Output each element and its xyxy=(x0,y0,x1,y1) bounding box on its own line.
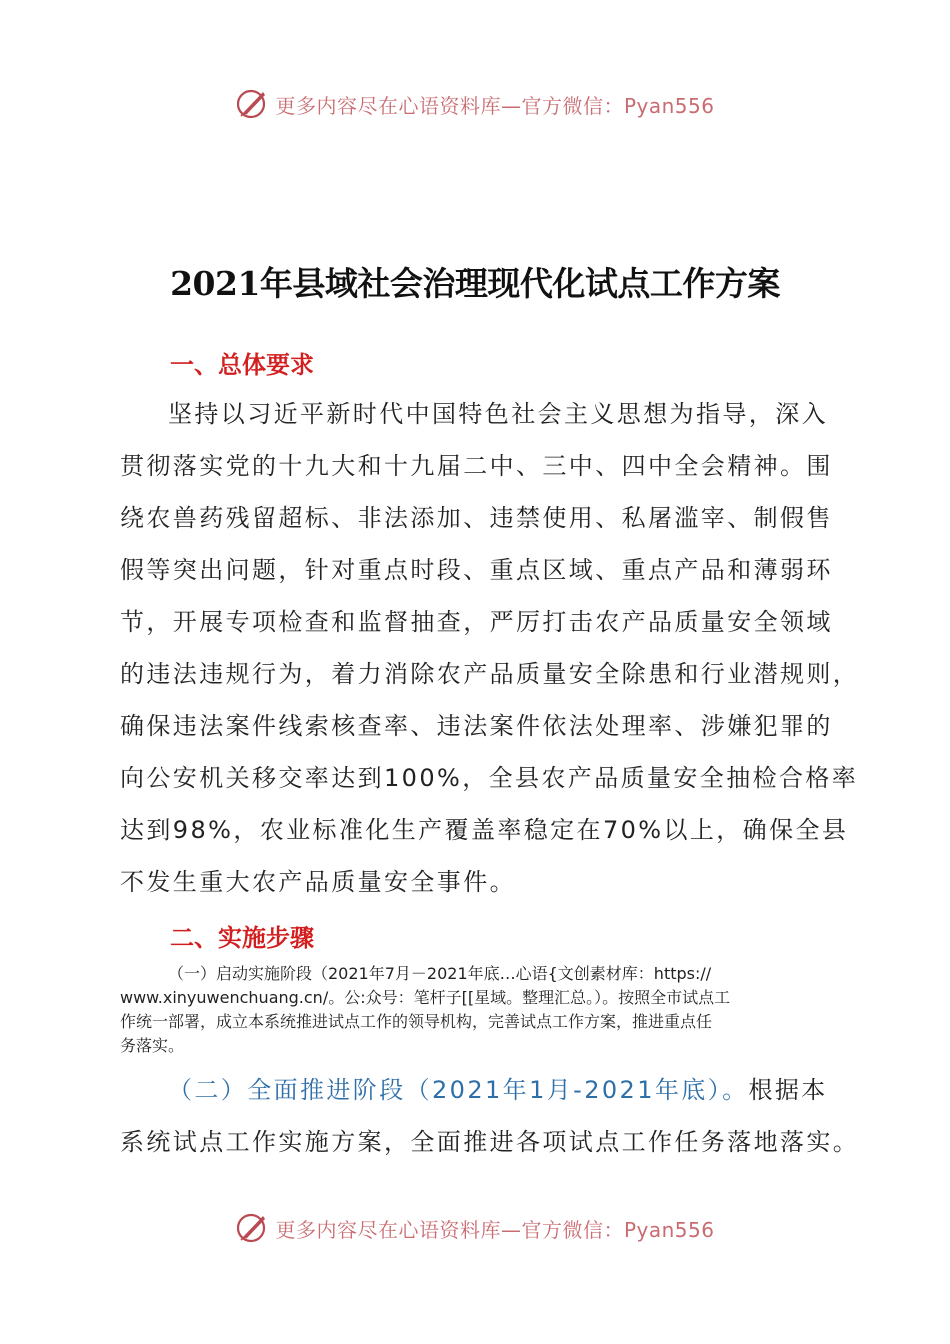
paragraph-line: 作统一部署，成立本系统推进试点工作的领导机构，完善试点工作方案，推进重点任 xyxy=(120,1012,713,1031)
watermark-banner-bottom xyxy=(0,1206,950,1250)
paragraph-line xyxy=(120,1064,840,1116)
step-two-heading: （二）全面推进阶段（2021年1月-2021年底）。 xyxy=(168,1076,749,1104)
paragraph-line: 坚持以习近平新时代中国特色社会主义思想为指导，深入 xyxy=(168,400,828,428)
section-heading-implementation-steps: 二、实施步骤 xyxy=(170,924,314,952)
document-title: 2021年县域社会治理现代化试点工作方案 xyxy=(170,264,780,303)
paragraph-line: 确保违法案件线索核查率、违法案件依法处理率、涉嫌犯罪的 xyxy=(120,712,833,740)
step-two-text: 根据本 xyxy=(748,1076,828,1104)
paragraph-line: 的违法违规行为，着力消除农产品质量安全除患和行业潜规则， xyxy=(120,660,860,688)
paragraph-line: 达到98%，农业标准化生产覆盖率稳定在70%以上，确保全县 xyxy=(120,816,849,844)
paragraph-line: 向公安机关移交率达到100%，全县农产品质量安全抽检合格率 xyxy=(120,764,859,792)
quill-logo-icon xyxy=(235,1210,271,1246)
paragraph-line: （一）启动实施阶段（2021年7月－2021年底…心语{文创素材库：https:// xyxy=(168,964,712,983)
paragraph-step-two xyxy=(120,1064,860,1168)
paragraph-line: www.xinyuwenchuang.cn/。公:众号：笔杆子[[星域。整理汇总。）。按照全市试点工 xyxy=(120,988,731,1007)
paragraph-general-requirements xyxy=(120,388,860,908)
paragraph-step-one xyxy=(120,962,840,1058)
paragraph-line: 节，开展专项检查和监督抽查，严厉打击农产品质量安全领域 xyxy=(120,608,833,636)
watermark-text: 更多内容尽在心语资料库—官方微信：Pyan556 xyxy=(275,1217,715,1242)
paragraph-line: 不发生重大农产品质量安全事件。 xyxy=(120,868,516,896)
section-heading-general-requirements: 一、总体要求 xyxy=(170,351,314,379)
watermark-banner-top xyxy=(0,82,950,126)
paragraph-line: 贯彻落实党的十九大和十九届二中、三中、四中全会精神。围 xyxy=(120,452,833,480)
paragraph-line: 绕农兽药残留超标、非法添加、违禁使用、私屠滥宰、制假售 xyxy=(120,504,833,532)
paragraph-line: 系统试点工作实施方案，全面推进各项试点工作任务落地落实。 xyxy=(120,1128,860,1156)
watermark-text: 更多内容尽在心语资料库—官方微信：Pyan556 xyxy=(275,93,715,118)
quill-logo-icon xyxy=(235,86,271,122)
paragraph-line: 务落实。 xyxy=(120,1036,185,1055)
paragraph-line: 假等突出问题，针对重点时段、重点区域、重点产品和薄弱环 xyxy=(120,556,833,584)
